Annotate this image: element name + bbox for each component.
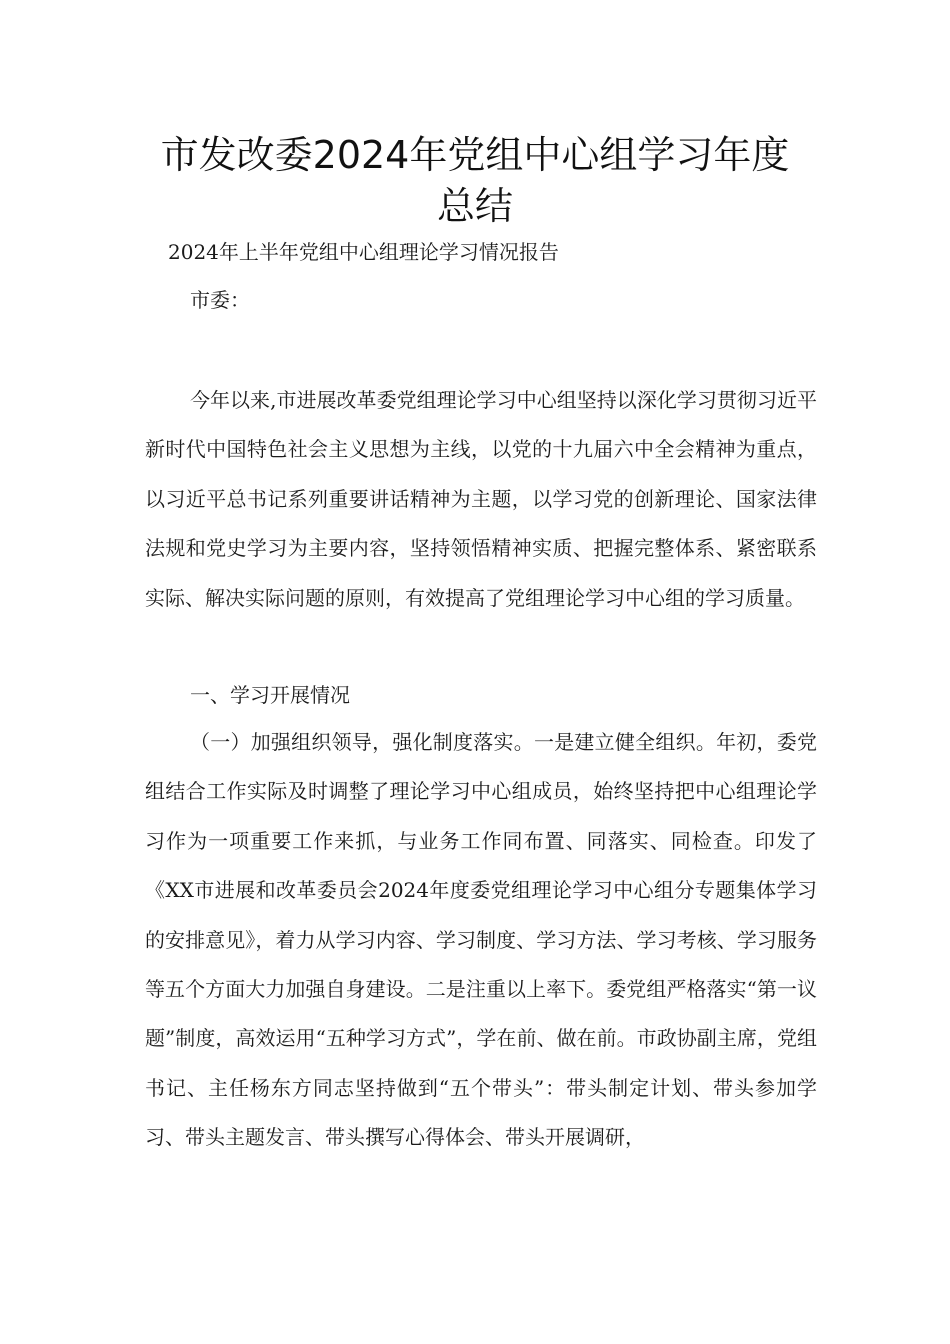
- document-title-line1: 市发改委2024年党组中心组学习年度: [160, 133, 790, 177]
- paragraph-intro: 今年以来,市进展改革委党组理论学习中心组坚持以深化学习贯彻习近平新时代中国特色社会主义思想为主线，以党的十九届六中全会精神为重点，以习近平总书记系列重要讲话精神为主题，以学习党的创新理论、国家法律法规和党史学习为主要内容，坚持领悟精神实质、把握完整体系、紧密联系实际、解决实际问题的原则，有效提高了党组理论学习中心组的学习质量。: [145, 388, 817, 610]
- paragraph-section-one: （一）加强组织领导，强化制度落实。一是建立健全组织。年初，委党组结合工作实际及时调整了理论学习中心组成员，始终坚持把中心组理论学习作为一项重要工作来抓，与业务工作同布置、同落实、同检查。印发了《XX市进展和改革委员会2024年度委党组理论学习中心组分专题集体学习的安排意见》，着力从学习内容、学习制度、学习方法、学习考核、学习服务等五个方面大力加强自身建设。二是注重以上率下。委党组严格落实“第一议题”制度，高效运用“五种学习方式”，学在前、做在前。市政协副主席，党组书记、主任杨东方同志坚持做到“五个带头”：带头制定计划、带头参加学习、带头主题发言、带头撰写心得体会、带头开展调研，: [145, 730, 817, 1150]
- addressee: 市委：: [190, 288, 250, 312]
- section-heading: 一、学习开展情况: [190, 683, 350, 707]
- document-subtitle: 2024年上半年党组中心组理论学习情况报告: [168, 240, 559, 264]
- document-title-line2: 总结: [436, 184, 513, 228]
